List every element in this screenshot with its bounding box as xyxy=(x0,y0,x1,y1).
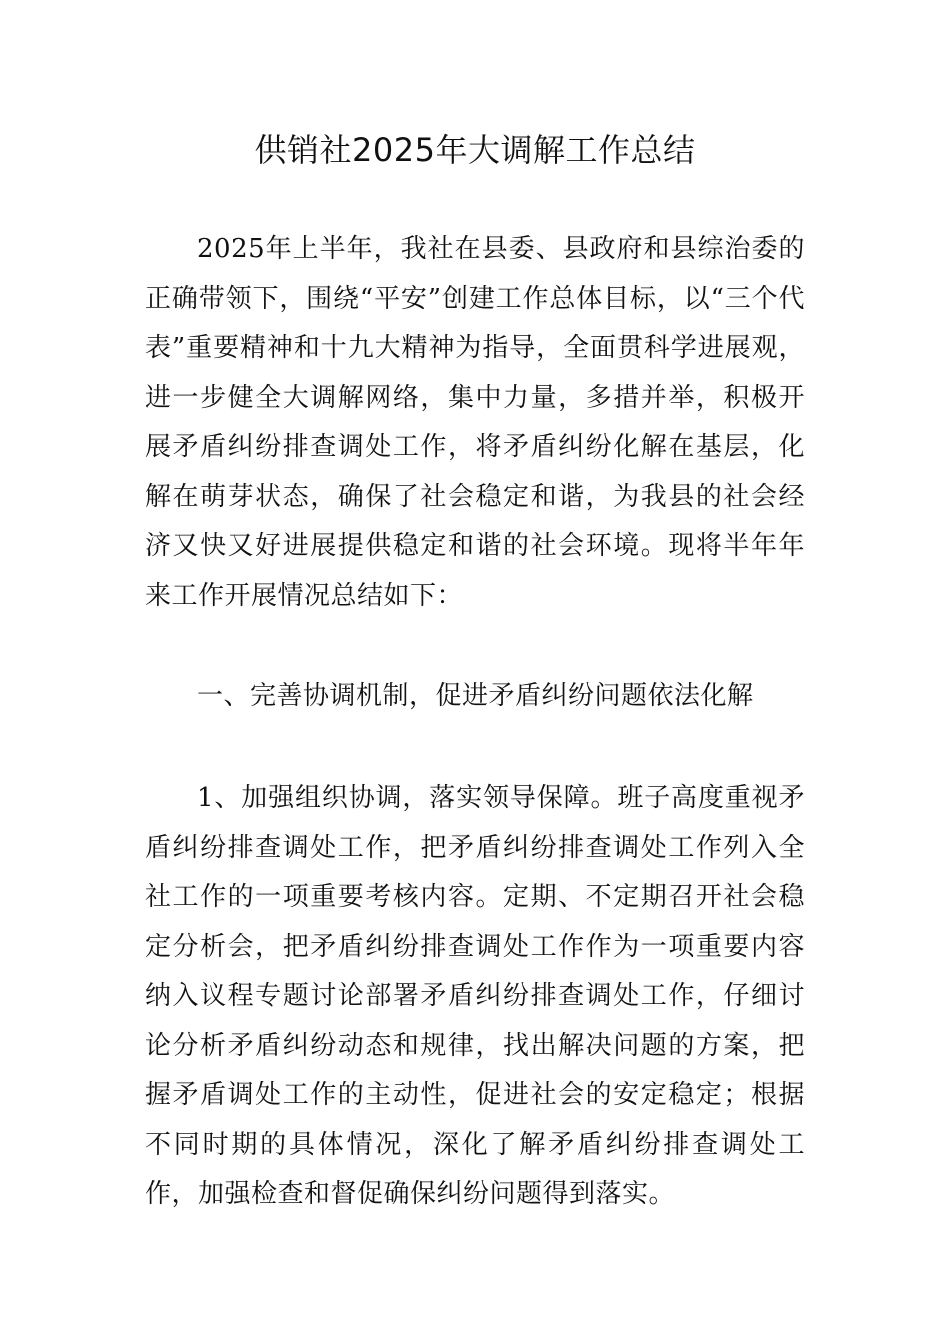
document-title: 供销社2025年大调解工作总结 xyxy=(254,131,696,169)
section-heading: 一、完善协调机制，促进矛盾纠纷问题依法化解 xyxy=(197,681,754,711)
item-1-paragraph: 1、加强组织协调，落实领导保障。班子高度重视矛盾纠纷排查调处工作，把矛盾纠纷排查调处工作列入全社工作的一项重要考核内容。定期、不定期召开社会稳定分析会，把矛盾纠纷排查调处工作作为一项重要内容纳入议程专题讨论部署矛盾纠纷排查调处工作，仔细讨论分析矛盾纠纷动态和规律，找出解决问题的方案，把握矛盾调处工作的主动性，促进社会的安定稳定；根据不同时期的具体情况，深化了解矛盾纠纷排查调处工作，加强检查和督促确保纠纷问题得到落实。 xyxy=(145,783,805,1209)
intro-paragraph: 2025年上半年，我社在县委、县政府和县综治委的正确带领下，围绕“平安”创建工作总体目标，以“三个代表”重要精神和十九大精神为指导，全面贯科学进展观，进一步健全大调解网络，集中力量，多措并举，积极开展矛盾纠纷排查调处工作，将矛盾纠纷化解在基层，化解在萌芽状态，确保了社会稳定和谐，为我县的社会经济又快又好进展提供稳定和谐的社会环境。现将半年年来工作开展情况总结如下： xyxy=(145,234,805,611)
